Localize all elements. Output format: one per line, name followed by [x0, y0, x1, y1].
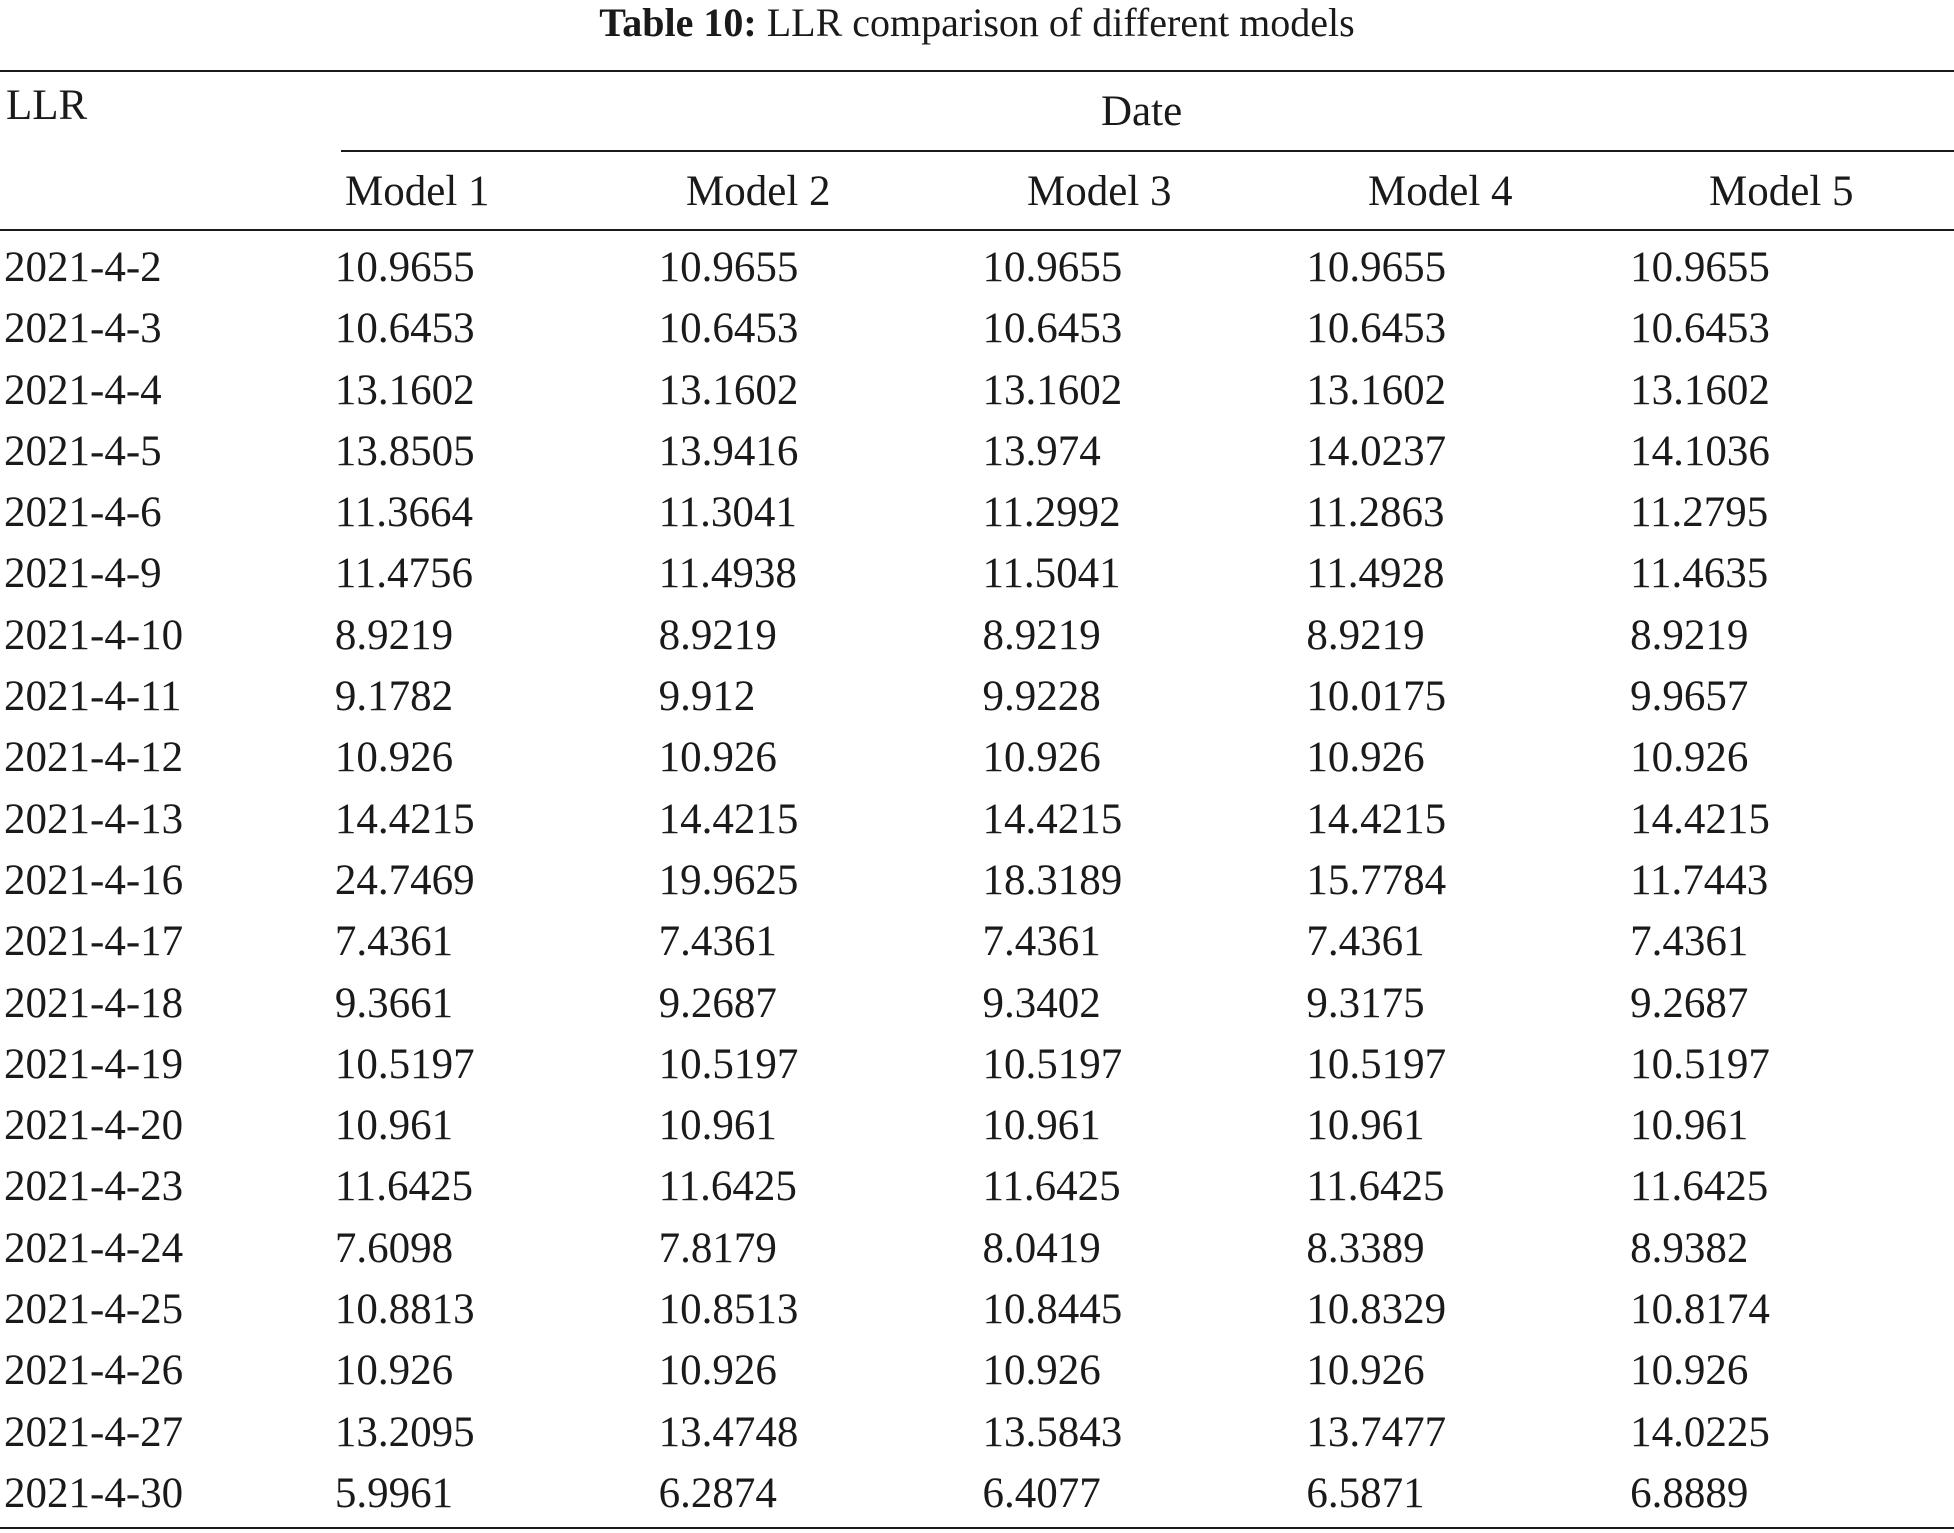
llr-value-cell-model-2: 10.8513: [658, 1286, 799, 1334]
llr-value-cell-model-3: 11.2992: [982, 489, 1121, 537]
date-cell: 2021-4-23: [4, 1163, 184, 1211]
llr-value-cell-model-2: 7.8179: [658, 1224, 777, 1272]
llr-value-cell-model-1: 9.1782: [334, 673, 454, 721]
llr-value-cell-model-4: 15.7784: [1306, 856, 1447, 904]
llr-value-cell-model-4: 13.7477: [1306, 1408, 1447, 1456]
llr-value-cell-model-1: 10.961: [334, 1102, 454, 1150]
llr-value-cell-model-2: 10.926: [658, 1347, 777, 1395]
llr-value-cell-model-3: 13.1602: [982, 366, 1123, 414]
table-row: [0, 1340, 1954, 1401]
llr-value-cell-model-1: 10.9655: [334, 244, 475, 291]
date-cell: 2021-4-16: [4, 856, 184, 904]
table-row: [0, 237, 1954, 298]
llr-value-cell-model-5: 10.961: [1630, 1102, 1749, 1150]
llr-value-cell-model-4: 9.3175: [1306, 979, 1425, 1027]
table-row: [0, 1402, 1954, 1463]
llr-value-cell-model-5: 10.5197: [1630, 1040, 1770, 1088]
llr-value-cell-model-5: 13.1602: [1630, 366, 1770, 414]
date-cell: 2021-4-3: [4, 305, 162, 353]
llr-value-cell-model-2: 7.4361: [658, 918, 777, 966]
llr-value-cell-model-5: 14.0225: [1630, 1408, 1770, 1456]
llr-value-cell-model-5: 6.8889: [1630, 1469, 1749, 1517]
llr-value-cell-model-4: 13.1602: [1306, 366, 1447, 414]
table-row: [0, 1156, 1954, 1217]
table-row: [0, 1218, 1954, 1279]
table-body: [0, 237, 1954, 1524]
llr-value-cell-model-4: 8.3389: [1306, 1224, 1425, 1272]
table-row: [0, 482, 1954, 543]
llr-value-cell-model-4: 11.6425: [1306, 1163, 1445, 1211]
column-header-model-2: Model 2: [686, 168, 831, 215]
llr-value-cell-model-3: 10.9655: [982, 244, 1123, 291]
llr-value-cell-model-5: 9.9657: [1630, 673, 1749, 721]
llr-value-cell-model-3: 18.3189: [982, 856, 1123, 904]
llr-value-cell-model-1: 14.4215: [334, 795, 475, 843]
date-cell: 2021-4-26: [4, 1347, 184, 1395]
date-cell: 2021-4-24: [4, 1224, 184, 1272]
table-row: [0, 973, 1954, 1034]
data-table: [0, 237, 1954, 1524]
llr-value-cell-model-5: 10.9655: [1630, 244, 1770, 291]
date-cell: 2021-4-10: [4, 611, 184, 659]
llr-value-cell-model-5: 8.9382: [1630, 1224, 1749, 1272]
llr-value-cell-model-4: 8.9219: [1306, 611, 1425, 659]
group-rule: [341, 150, 1954, 152]
llr-value-cell-model-2: 10.926: [658, 734, 777, 782]
header-rule: [0, 229, 1954, 231]
date-cell: 2021-4-2: [4, 244, 162, 291]
llr-value-cell-model-5: 9.2687: [1630, 979, 1749, 1027]
table-row: [0, 543, 1954, 604]
llr-value-cell-model-4: 10.8329: [1306, 1286, 1447, 1334]
table-row: [0, 1463, 1954, 1524]
llr-value-cell-model-2: 19.9625: [658, 856, 799, 904]
llr-value-cell-model-5: 11.7443: [1630, 856, 1769, 904]
date-cell: 2021-4-19: [4, 1040, 184, 1088]
llr-value-cell-model-3: 10.926: [982, 1347, 1101, 1395]
llr-value-cell-model-3: 13.5843: [982, 1408, 1123, 1456]
date-cell: 2021-4-17: [4, 918, 184, 966]
date-cell: 2021-4-11: [4, 673, 182, 721]
llr-value-cell-model-3: 8.0419: [982, 1224, 1101, 1272]
llr-value-cell-model-3: 10.961: [982, 1102, 1101, 1150]
llr-value-cell-model-3: 9.3402: [982, 979, 1101, 1027]
llr-value-cell-model-2: 9.912: [658, 673, 756, 721]
llr-value-cell-model-4: 10.6453: [1306, 305, 1447, 353]
llr-value-cell-model-5: 10.8174: [1630, 1286, 1770, 1334]
llr-value-cell-model-2: 11.6425: [658, 1163, 797, 1211]
date-cell: 2021-4-30: [4, 1469, 184, 1517]
llr-value-cell-model-1: 11.3664: [334, 489, 473, 537]
llr-value-cell-model-4: 10.9655: [1306, 244, 1447, 291]
llr-value-cell-model-5: 14.1036: [1630, 427, 1770, 475]
llr-value-cell-model-4: 11.4928: [1306, 550, 1445, 598]
top-rule: [0, 70, 1954, 72]
date-cell: 2021-4-9: [4, 550, 162, 598]
llr-value-cell-model-3: 9.9228: [982, 673, 1101, 721]
llr-value-cell-model-1: 11.4756: [334, 550, 473, 598]
llr-value-cell-model-2: 9.2687: [658, 979, 777, 1027]
table-row: [0, 360, 1954, 421]
llr-value-cell-model-3: 6.4077: [982, 1469, 1101, 1517]
date-cell: 2021-4-4: [4, 366, 162, 414]
date-cell: 2021-4-25: [4, 1286, 184, 1334]
table-caption: [0, 0, 1954, 46]
llr-value-cell-model-5: 11.6425: [1630, 1163, 1769, 1211]
table-row: [0, 911, 1954, 972]
date-cell: 2021-4-12: [4, 734, 184, 782]
llr-value-cell-model-1: 10.5197: [334, 1040, 475, 1088]
llr-value-cell-model-1: 10.926: [334, 734, 454, 782]
llr-value-cell-model-1: 10.926: [334, 1347, 454, 1395]
llr-value-cell-model-3: 8.9219: [982, 611, 1101, 659]
llr-value-cell-model-5: 8.9219: [1630, 611, 1749, 659]
bottom-rule: [0, 1527, 1954, 1529]
llr-value-cell-model-4: 11.2863: [1306, 489, 1445, 537]
llr-value-cell-model-1: 7.6098: [334, 1224, 454, 1272]
llr-value-cell-model-2: 13.9416: [658, 427, 799, 475]
llr-value-cell-model-1: 11.6425: [334, 1163, 473, 1211]
llr-value-cell-model-4: 14.4215: [1306, 795, 1447, 843]
llr-value-cell-model-5: 11.2795: [1630, 489, 1769, 537]
llr-value-cell-model-4: 10.961: [1306, 1102, 1425, 1150]
llr-value-cell-model-3: 10.5197: [982, 1040, 1123, 1088]
llr-value-cell-model-4: 10.5197: [1306, 1040, 1447, 1088]
llr-value-cell-model-1: 8.9219: [334, 611, 454, 659]
llr-value-cell-model-5: 10.926: [1630, 734, 1749, 782]
llr-value-cell-model-1: 13.1602: [334, 366, 475, 414]
llr-value-cell-model-4: 10.0175: [1306, 673, 1447, 721]
llr-value-cell-model-5: 14.4215: [1630, 795, 1770, 843]
llr-value-cell-model-1: 7.4361: [334, 918, 454, 966]
llr-value-cell-model-2: 11.4938: [658, 550, 797, 598]
llr-value-cell-model-1: 13.8505: [334, 427, 475, 475]
llr-value-cell-model-1: 5.9961: [334, 1469, 454, 1517]
llr-value-cell-model-2: 10.961: [658, 1102, 777, 1150]
llr-value-cell-model-2: 14.4215: [658, 795, 799, 843]
date-cell: 2021-4-20: [4, 1102, 184, 1150]
table-row: [0, 298, 1954, 359]
llr-value-cell-model-2: 6.2874: [658, 1469, 777, 1517]
column-header-model-4: Model 4: [1368, 168, 1513, 215]
llr-value-cell-model-1: 10.6453: [334, 305, 475, 353]
llr-value-cell-model-2: 10.9655: [658, 244, 799, 291]
llr-value-cell-model-5: 10.6453: [1630, 305, 1770, 353]
llr-value-cell-model-5: 7.4361: [1630, 918, 1749, 966]
date-cell: 2021-4-18: [4, 979, 184, 1027]
llr-value-cell-model-4: 7.4361: [1306, 918, 1425, 966]
table-row: [0, 1095, 1954, 1156]
row-label-header: LLR: [6, 82, 88, 129]
llr-value-cell-model-2: 13.4748: [658, 1408, 799, 1456]
table-row: [0, 1034, 1954, 1095]
llr-value-cell-model-1: 10.8813: [334, 1286, 475, 1334]
llr-value-cell-model-4: 10.926: [1306, 734, 1425, 782]
table-row: [0, 421, 1954, 482]
llr-value-cell-model-2: 8.9219: [658, 611, 777, 659]
llr-value-cell-model-4: 14.0237: [1306, 427, 1447, 475]
llr-value-cell-model-2: 13.1602: [658, 366, 799, 414]
date-cell: 2021-4-13: [4, 795, 184, 843]
llr-value-cell-model-2: 10.5197: [658, 1040, 799, 1088]
llr-value-cell-model-1: 9.3661: [334, 979, 454, 1027]
llr-value-cell-model-5: 11.4635: [1630, 550, 1769, 598]
caption-label: Table 10:: [599, 0, 757, 45]
table-row: [0, 789, 1954, 850]
llr-value-cell-model-3: 14.4215: [982, 795, 1123, 843]
table-row: [0, 605, 1954, 666]
llr-value-cell-model-4: 6.5871: [1306, 1469, 1425, 1517]
column-header-model-5: Model 5: [1709, 168, 1854, 215]
caption-text: LLR comparison of different models: [766, 0, 1355, 45]
table-row: [0, 727, 1954, 788]
llr-value-cell-model-3: 7.4361: [982, 918, 1101, 966]
llr-value-cell-model-3: 10.6453: [982, 305, 1123, 353]
column-header-model-3: Model 3: [1027, 168, 1172, 215]
llr-value-cell-model-3: 13.974: [982, 427, 1101, 475]
llr-value-cell-model-3: 11.5041: [982, 550, 1121, 598]
table-row: [0, 666, 1954, 727]
llr-value-cell-model-2: 10.6453: [658, 305, 799, 353]
table-row: [0, 850, 1954, 911]
llr-value-cell-model-5: 10.926: [1630, 1347, 1749, 1395]
llr-value-cell-model-2: 11.3041: [658, 489, 797, 537]
column-header-model-1: Model 1: [345, 168, 490, 215]
llr-value-cell-model-1: 24.7469: [334, 856, 475, 904]
group-header-date: Date: [1101, 88, 1183, 135]
date-cell: 2021-4-27: [4, 1408, 184, 1456]
llr-value-cell-model-3: 10.926: [982, 734, 1101, 782]
date-cell: 2021-4-6: [4, 489, 162, 537]
llr-value-cell-model-1: 13.2095: [334, 1408, 475, 1456]
table-row: [0, 1279, 1954, 1340]
llr-value-cell-model-3: 11.6425: [982, 1163, 1121, 1211]
llr-value-cell-model-4: 10.926: [1306, 1347, 1425, 1395]
llr-value-cell-model-3: 10.8445: [982, 1286, 1123, 1334]
date-cell: 2021-4-5: [4, 427, 162, 475]
